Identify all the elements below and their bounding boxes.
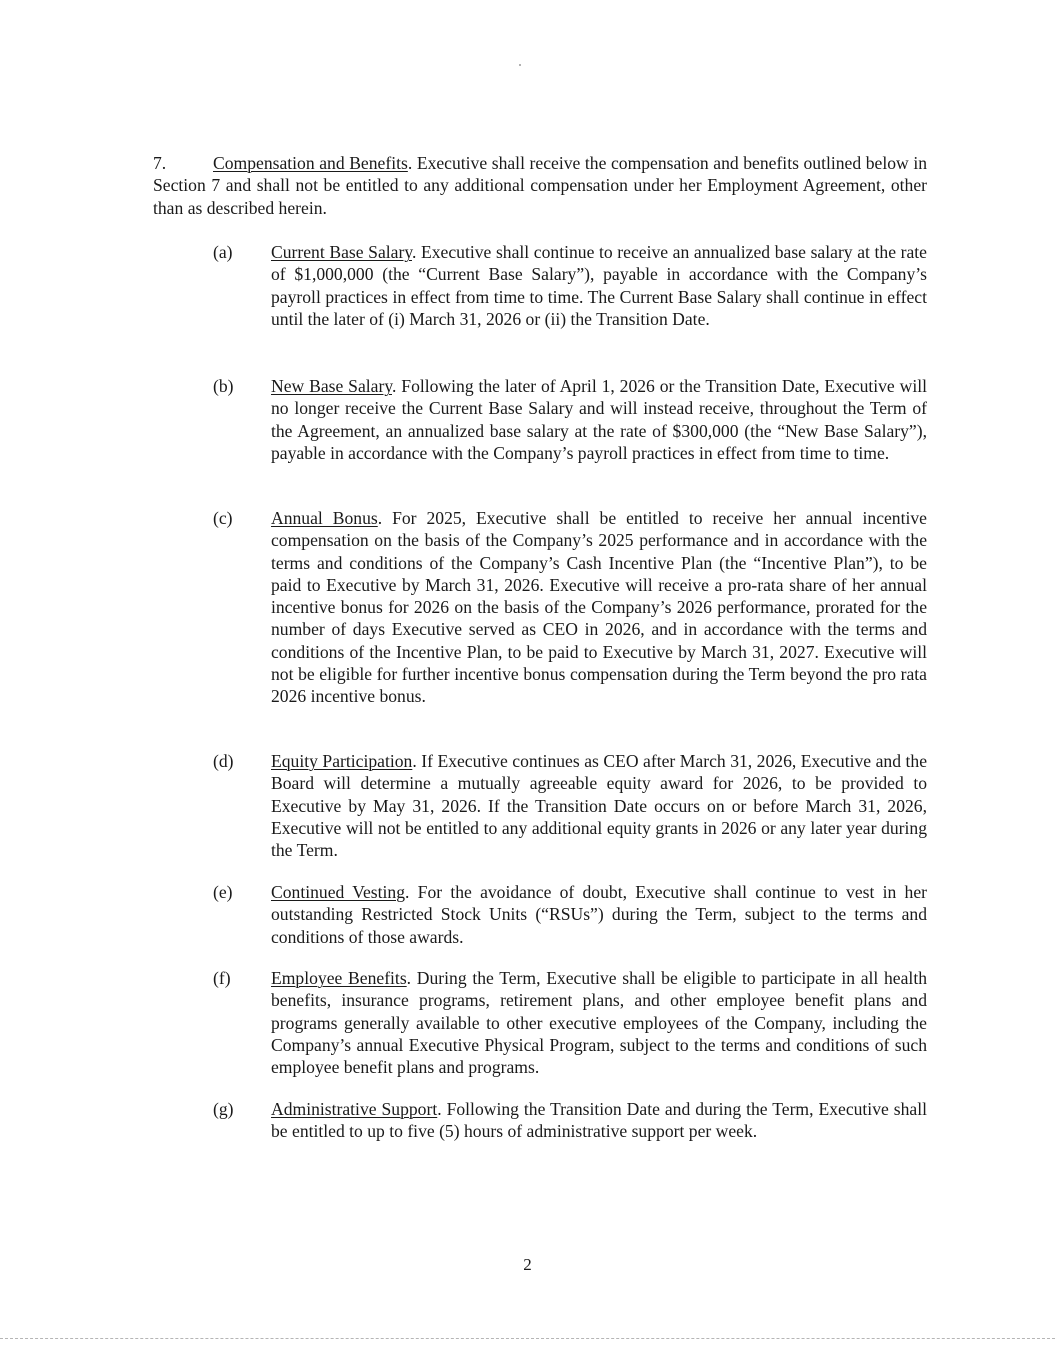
item-g-administrative-support bbox=[213, 1098, 927, 1143]
item-body bbox=[271, 1098, 927, 1143]
item-body bbox=[271, 881, 927, 948]
item-c-annual-bonus bbox=[213, 507, 927, 708]
page-number: 2 bbox=[523, 1255, 532, 1274]
item-text: . Executive shall continue to receive an annualized base salary at the rate of $1,000,000 (the “Current Base Salary”), payable in accordance with the Company’s payroll practices in effect from time to time. The Current Base Salary shall continue in effect until the later of (i) March 31, 2026 or (ii) the Transition Date. bbox=[271, 242, 927, 329]
section-number: 7. bbox=[153, 153, 167, 173]
item-body bbox=[271, 507, 927, 708]
item-heading: New Base Salary bbox=[271, 376, 392, 396]
item-heading: Annual Bonus bbox=[271, 508, 378, 528]
item-body bbox=[271, 967, 927, 1078]
item-body bbox=[271, 375, 927, 464]
item-e-continued-vesting bbox=[213, 881, 927, 948]
item-body bbox=[271, 241, 927, 330]
item-label: (e) bbox=[213, 882, 233, 902]
item-label: (f) bbox=[213, 968, 231, 988]
item-heading: Equity Participation bbox=[271, 751, 413, 771]
item-label: (b) bbox=[213, 376, 234, 396]
item-text: . For 2025, Executive shall be entitled to receive her annual incentive compensation on the basis of the Company’s 2025 performance and in accordance with the terms and conditions of the Company’s Cash Incentive Plan (the “Incentive Plan”), to be paid to Executive by March 31, 2026. Executive will receive a pro-rata share of her annual incentive bonus for 2026 on the basis of the Company’s 2026 performance, prorated for the number of days Executive served as CEO in 2026, and in accordance with the terms and conditions of the Incentive Plan, to be paid to Executive by March 31, 2027. Executive will not be eligible for further incentive bonus compensation during the Term beyond the pro rata 2026 incentive bonus. bbox=[271, 508, 927, 707]
item-f-employee-benefits bbox=[213, 967, 927, 1078]
item-d-equity-participation bbox=[213, 750, 927, 861]
item-heading: Administrative Support bbox=[271, 1099, 438, 1119]
bottom-scan-rule bbox=[0, 1338, 1055, 1339]
item-text: . If Executive continues as CEO after March 31, 2026, Executive and the Board will determine a mutually agreeable equity award for 2026, to be provided to Executive by May 31, 2026. If the Transition Date occurs on or before March 31, 2026, Executive will not be entitled to any additional equity grants in 2026 or any later year during the Term. bbox=[271, 751, 928, 861]
item-label: (a) bbox=[213, 242, 233, 262]
item-label: (g) bbox=[213, 1099, 234, 1119]
scan-speck bbox=[519, 64, 521, 66]
item-text: . Following the later of April 1, 2026 or the Transition Date, Executive will no longer receive the Current Base Salary and will instead receive, throughout the Term of the Agreement, an annualized base salary at the rate of $300,000 (the “New Base Salary”), payable in accordance with the Company’s payroll practices in effect from time to time. bbox=[271, 376, 927, 463]
item-heading: Employee Benefits bbox=[271, 968, 407, 988]
item-text: . During the Term, Executive shall be eligible to participate in all health benefits, insurance programs, retirement plans, and other employee benefit plans and programs generally available to other executive employees of the Company, including the Company’s annual Executive Physical Program, subject to the terms and conditions of such employee benefit plans and programs. bbox=[271, 968, 927, 1078]
item-label: (d) bbox=[213, 751, 234, 771]
section-7-intro bbox=[153, 152, 927, 219]
item-heading: Continued Vesting bbox=[271, 882, 406, 902]
item-heading: Current Base Salary bbox=[271, 242, 412, 262]
section-heading: Compensation and Benefits bbox=[213, 153, 408, 173]
section-intro-text: . Executive shall receive the compensation and benefits outlined below in Section 7 and shall not be entitled to any additional compensation under her Employment Agreement, other than as described herein. bbox=[153, 153, 927, 218]
item-b-new-base-salary bbox=[213, 375, 927, 464]
item-body bbox=[271, 750, 927, 861]
item-a-current-base-salary bbox=[213, 241, 927, 330]
item-text: . For the avoidance of doubt, Executive shall continue to vest in her outstanding Restricted Stock Units (“RSUs”) during the Term, subject to the terms and conditions of those awards. bbox=[271, 882, 927, 947]
item-text: . Following the Transition Date and during the Term, Executive shall be entitled to up to five (5) hours of administrative support per week. bbox=[271, 1099, 927, 1142]
item-label: (c) bbox=[213, 508, 233, 528]
